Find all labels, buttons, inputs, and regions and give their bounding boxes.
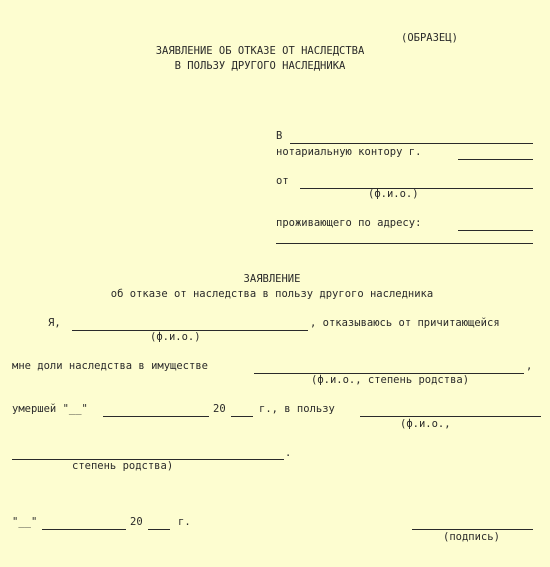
statement-subheading: об отказе от наследства в пользу другого наследника [110,288,434,300]
date-year: 20 [130,516,143,528]
date-year-line [148,529,170,530]
death-year-line [231,416,253,417]
line1-end: , отказываюсь от причитающейся [310,317,500,329]
line2-end: , [526,360,533,372]
signature-line [412,529,533,530]
line1-start: Я, [48,317,61,329]
statement-heading: ЗАЯВЛЕНИЕ [243,273,301,285]
beneficiary-line [360,416,541,417]
date-start: "__" [12,516,38,528]
address-line1 [458,230,533,231]
notary-city-line [458,159,533,160]
line4-hint: степень родства) [72,460,174,472]
document-title-line1: ЗАЯВЛЕНИЕ ОБ ОТКАЗЕ ОТ НАСЛЕДСТВА [155,45,365,57]
to-label: В [276,130,283,142]
notary-label: нотариальную контору г. [276,146,422,158]
line3-hint: (ф.и.о., [400,418,451,430]
address-line2 [276,243,533,244]
document-title-line2: В ПОЛЬЗУ ДРУГОГО НАСЛЕДНИКА [174,60,346,72]
line3-start: умершей "__" [12,403,88,415]
death-date-line [103,416,209,417]
date-suffix: г. [178,516,191,528]
date-line [42,529,126,530]
line3-year: 20 [213,403,226,415]
from-label: от [276,175,289,187]
line1-hint: (ф.и.о.) [150,331,201,343]
line2-hint: (ф.и.о., степень родства) [311,374,470,386]
line2-start: мне доли наследства в имуществе [12,360,208,372]
sample-mark: (ОБРАЗЕЦ) [401,32,458,44]
to-line [290,143,533,144]
line4-end: . [285,447,292,459]
address-label: проживающего по адресу: [276,217,422,229]
signature-hint: (подпись) [443,531,500,543]
line3-mid: г., в пользу [259,403,335,415]
from-hint: (ф.и.о.) [368,188,419,200]
